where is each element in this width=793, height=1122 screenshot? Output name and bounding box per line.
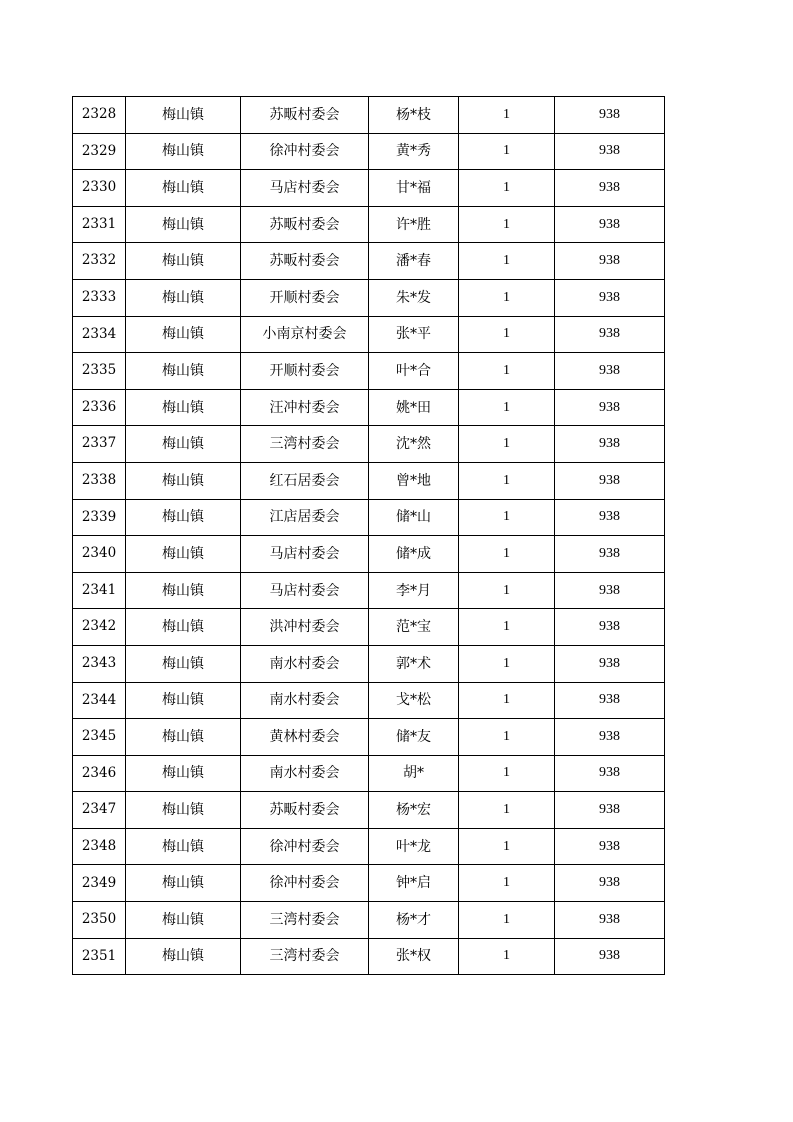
- cell-person-name: 潘*春: [369, 243, 459, 280]
- cell-count: 1: [459, 572, 555, 609]
- cell-count: 1: [459, 170, 555, 207]
- cell-town: 梅山镇: [126, 97, 241, 134]
- cell-village-committee: 小南京村委会: [241, 316, 369, 353]
- table-row: [73, 97, 665, 134]
- cell-town: 梅山镇: [126, 938, 241, 975]
- cell-amount: 938: [555, 828, 665, 865]
- cell-town: 梅山镇: [126, 536, 241, 573]
- cell-serial-number: 2331: [73, 206, 126, 243]
- cell-amount: 938: [555, 133, 665, 170]
- table-row: [73, 792, 665, 829]
- cell-person-name: 储*山: [369, 499, 459, 536]
- cell-person-name: 沈*然: [369, 426, 459, 463]
- cell-person-name: 黄*秀: [369, 133, 459, 170]
- cell-serial-number: 2334: [73, 316, 126, 353]
- cell-serial-number: 2350: [73, 902, 126, 939]
- cell-person-name: 姚*田: [369, 389, 459, 426]
- cell-amount: 938: [555, 279, 665, 316]
- cell-village-committee: 徐冲村委会: [241, 133, 369, 170]
- cell-count: 1: [459, 828, 555, 865]
- cell-village-committee: 黄林村委会: [241, 719, 369, 756]
- cell-village-committee: 南水村委会: [241, 755, 369, 792]
- table-row: [73, 572, 665, 609]
- cell-town: 梅山镇: [126, 572, 241, 609]
- cell-serial-number: 2348: [73, 828, 126, 865]
- cell-count: 1: [459, 865, 555, 902]
- cell-amount: 938: [555, 353, 665, 390]
- cell-person-name: 戈*松: [369, 682, 459, 719]
- cell-person-name: 杨*枝: [369, 97, 459, 134]
- cell-serial-number: 2333: [73, 279, 126, 316]
- cell-amount: 938: [555, 682, 665, 719]
- cell-amount: 938: [555, 243, 665, 280]
- cell-serial-number: 2339: [73, 499, 126, 536]
- cell-count: 1: [459, 792, 555, 829]
- cell-count: 1: [459, 462, 555, 499]
- cell-person-name: 张*平: [369, 316, 459, 353]
- table-row: [73, 133, 665, 170]
- cell-serial-number: 2344: [73, 682, 126, 719]
- table-row: [73, 316, 665, 353]
- cell-person-name: 胡*: [369, 755, 459, 792]
- table-row: [73, 462, 665, 499]
- cell-village-committee: 南水村委会: [241, 645, 369, 682]
- cell-amount: 938: [555, 462, 665, 499]
- cell-village-committee: 三湾村委会: [241, 902, 369, 939]
- cell-serial-number: 2328: [73, 97, 126, 134]
- cell-count: 1: [459, 902, 555, 939]
- cell-person-name: 储*友: [369, 719, 459, 756]
- cell-serial-number: 2332: [73, 243, 126, 280]
- table-row: [73, 755, 665, 792]
- cell-serial-number: 2349: [73, 865, 126, 902]
- cell-town: 梅山镇: [126, 865, 241, 902]
- data-table: [72, 96, 665, 975]
- cell-town: 梅山镇: [126, 719, 241, 756]
- cell-serial-number: 2329: [73, 133, 126, 170]
- cell-serial-number: 2345: [73, 719, 126, 756]
- cell-person-name: 甘*福: [369, 170, 459, 207]
- cell-count: 1: [459, 645, 555, 682]
- cell-serial-number: 2330: [73, 170, 126, 207]
- cell-serial-number: 2346: [73, 755, 126, 792]
- table-row: [73, 719, 665, 756]
- cell-person-name: 叶*龙: [369, 828, 459, 865]
- cell-person-name: 许*胜: [369, 206, 459, 243]
- cell-amount: 938: [555, 170, 665, 207]
- cell-amount: 938: [555, 719, 665, 756]
- cell-town: 梅山镇: [126, 755, 241, 792]
- table-row: [73, 279, 665, 316]
- cell-count: 1: [459, 755, 555, 792]
- cell-village-committee: 苏畈村委会: [241, 206, 369, 243]
- cell-town: 梅山镇: [126, 389, 241, 426]
- cell-person-name: 李*月: [369, 572, 459, 609]
- cell-serial-number: 2342: [73, 609, 126, 646]
- cell-amount: 938: [555, 609, 665, 646]
- cell-town: 梅山镇: [126, 828, 241, 865]
- table-row: [73, 170, 665, 207]
- table-row: [73, 389, 665, 426]
- cell-village-committee: 三湾村委会: [241, 426, 369, 463]
- cell-village-committee: 马店村委会: [241, 572, 369, 609]
- cell-amount: 938: [555, 865, 665, 902]
- cell-person-name: 郭*术: [369, 645, 459, 682]
- cell-count: 1: [459, 426, 555, 463]
- cell-village-committee: 南水村委会: [241, 682, 369, 719]
- table-row: [73, 902, 665, 939]
- cell-town: 梅山镇: [126, 682, 241, 719]
- cell-town: 梅山镇: [126, 316, 241, 353]
- cell-person-name: 朱*发: [369, 279, 459, 316]
- cell-serial-number: 2347: [73, 792, 126, 829]
- table-row: [73, 609, 665, 646]
- cell-serial-number: 2335: [73, 353, 126, 390]
- cell-person-name: 张*权: [369, 938, 459, 975]
- cell-town: 梅山镇: [126, 243, 241, 280]
- cell-person-name: 曾*地: [369, 462, 459, 499]
- cell-count: 1: [459, 719, 555, 756]
- cell-village-committee: 马店村委会: [241, 170, 369, 207]
- cell-village-committee: 汪冲村委会: [241, 389, 369, 426]
- table-row: [73, 426, 665, 463]
- cell-amount: 938: [555, 316, 665, 353]
- cell-count: 1: [459, 206, 555, 243]
- cell-town: 梅山镇: [126, 645, 241, 682]
- cell-person-name: 范*宝: [369, 609, 459, 646]
- cell-serial-number: 2336: [73, 389, 126, 426]
- table-row: [73, 206, 665, 243]
- cell-amount: 938: [555, 902, 665, 939]
- cell-amount: 938: [555, 572, 665, 609]
- cell-person-name: 杨*宏: [369, 792, 459, 829]
- cell-town: 梅山镇: [126, 792, 241, 829]
- cell-town: 梅山镇: [126, 170, 241, 207]
- cell-village-committee: 洪冲村委会: [241, 609, 369, 646]
- cell-village-committee: 马店村委会: [241, 536, 369, 573]
- cell-person-name: 杨*才: [369, 902, 459, 939]
- cell-amount: 938: [555, 426, 665, 463]
- cell-amount: 938: [555, 499, 665, 536]
- table-row: [73, 682, 665, 719]
- table-row: [73, 536, 665, 573]
- cell-person-name: 钟*启: [369, 865, 459, 902]
- cell-person-name: 储*成: [369, 536, 459, 573]
- cell-town: 梅山镇: [126, 609, 241, 646]
- cell-count: 1: [459, 938, 555, 975]
- cell-village-committee: 三湾村委会: [241, 938, 369, 975]
- cell-town: 梅山镇: [126, 279, 241, 316]
- cell-serial-number: 2341: [73, 572, 126, 609]
- cell-town: 梅山镇: [126, 499, 241, 536]
- cell-amount: 938: [555, 536, 665, 573]
- cell-count: 1: [459, 353, 555, 390]
- cell-amount: 938: [555, 206, 665, 243]
- table-row: [73, 645, 665, 682]
- cell-town: 梅山镇: [126, 462, 241, 499]
- cell-count: 1: [459, 133, 555, 170]
- cell-amount: 938: [555, 755, 665, 792]
- cell-village-committee: 徐冲村委会: [241, 828, 369, 865]
- cell-amount: 938: [555, 97, 665, 134]
- cell-town: 梅山镇: [126, 902, 241, 939]
- cell-serial-number: 2337: [73, 426, 126, 463]
- cell-serial-number: 2340: [73, 536, 126, 573]
- cell-village-committee: 苏畈村委会: [241, 243, 369, 280]
- table-body: [73, 97, 665, 975]
- table-row: [73, 865, 665, 902]
- cell-count: 1: [459, 97, 555, 134]
- cell-serial-number: 2351: [73, 938, 126, 975]
- table-row: [73, 938, 665, 975]
- cell-count: 1: [459, 536, 555, 573]
- cell-amount: 938: [555, 792, 665, 829]
- table-row: [73, 243, 665, 280]
- cell-amount: 938: [555, 389, 665, 426]
- cell-village-committee: 苏畈村委会: [241, 792, 369, 829]
- table-row: [73, 499, 665, 536]
- cell-count: 1: [459, 279, 555, 316]
- cell-village-committee: 开顺村委会: [241, 353, 369, 390]
- cell-count: 1: [459, 389, 555, 426]
- cell-village-committee: 开顺村委会: [241, 279, 369, 316]
- cell-serial-number: 2343: [73, 645, 126, 682]
- cell-amount: 938: [555, 938, 665, 975]
- cell-amount: 938: [555, 645, 665, 682]
- cell-town: 梅山镇: [126, 133, 241, 170]
- cell-town: 梅山镇: [126, 426, 241, 463]
- cell-count: 1: [459, 243, 555, 280]
- table-row: [73, 353, 665, 390]
- cell-town: 梅山镇: [126, 353, 241, 390]
- cell-village-committee: 红石居委会: [241, 462, 369, 499]
- cell-count: 1: [459, 499, 555, 536]
- cell-count: 1: [459, 682, 555, 719]
- table-row: [73, 828, 665, 865]
- cell-village-committee: 江店居委会: [241, 499, 369, 536]
- cell-town: 梅山镇: [126, 206, 241, 243]
- cell-village-committee: 徐冲村委会: [241, 865, 369, 902]
- cell-count: 1: [459, 609, 555, 646]
- cell-count: 1: [459, 316, 555, 353]
- cell-person-name: 叶*合: [369, 353, 459, 390]
- cell-serial-number: 2338: [73, 462, 126, 499]
- cell-village-committee: 苏畈村委会: [241, 97, 369, 134]
